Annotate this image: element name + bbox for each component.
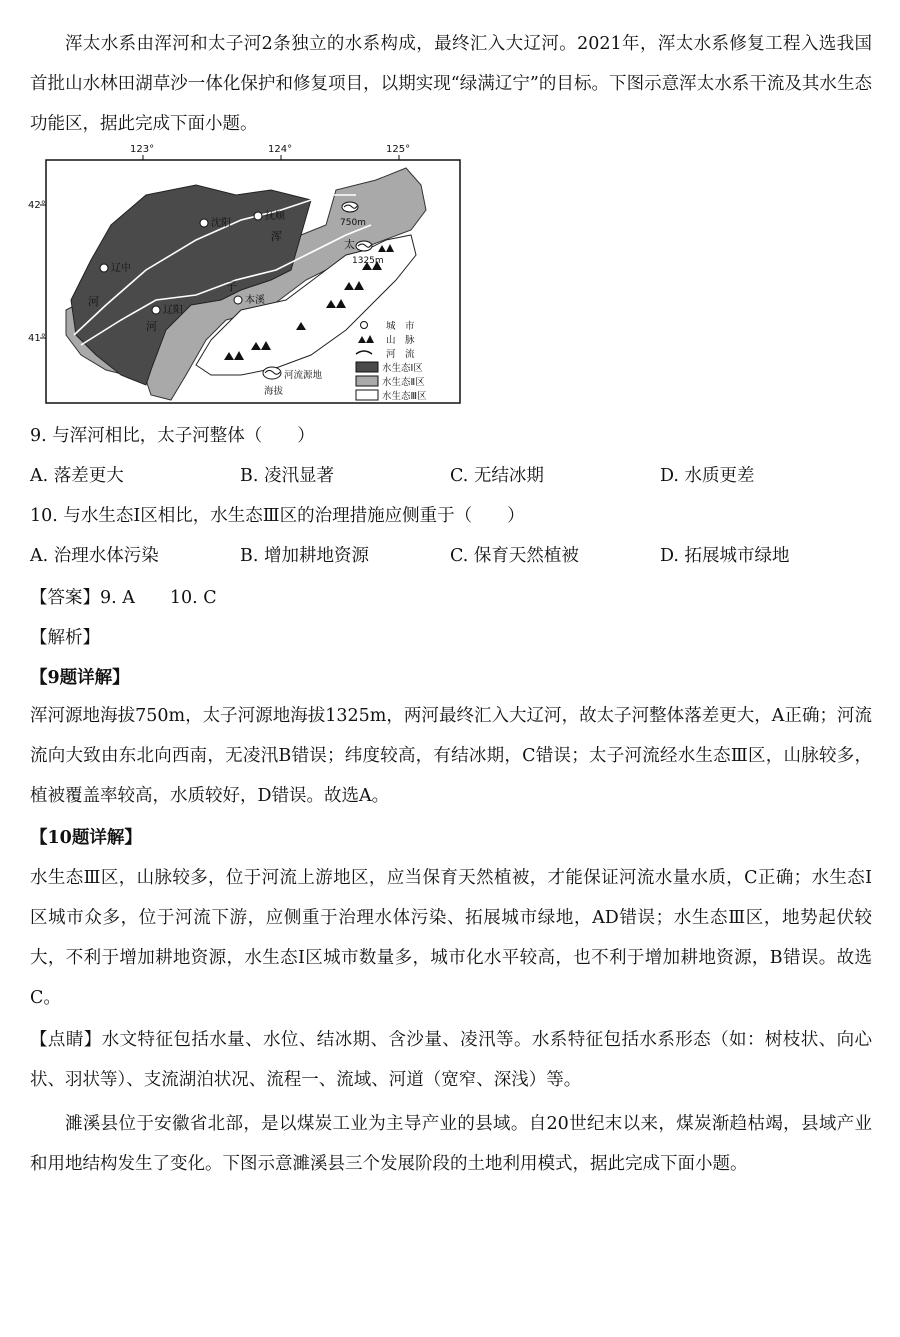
question-9-stem: 9. 与浑河相比，太子河整体（ ） xyxy=(30,426,315,446)
legend-source: 河流源地 xyxy=(284,370,323,381)
legend-zone-3: 水生态Ⅲ区 xyxy=(382,391,427,402)
river-label-hun: 浑 xyxy=(271,230,282,243)
intro-paragraph-1: 浑太水系由浑河和太子河2条独立的水系构成，最终汇入大辽河。2021年，浑太水系修复工程入选我国首批山水林田湖草沙一体化保护和修复项目，以期实现“绿满辽宁”的目标。下图示意浑太水系干流及其水生态功能区，据此完成下面小题。 xyxy=(30,34,872,134)
intro-paragraph-2: 濉溪县位于安徽省北部，是以煤炭工业为主导产业的县域。自20世纪末以来，煤炭渐趋枯竭，县域产业和用地结构发生了变化。下图示意濉溪县三个发展阶段的土地利用模式，据此完成下面小题。 xyxy=(30,1114,872,1174)
river-label-zi: 子 xyxy=(226,280,237,293)
city-liaoyang xyxy=(152,304,183,316)
lat-label-42: 42° xyxy=(28,200,46,211)
q10-option-a[interactable]: A. 治理水体污染 xyxy=(30,546,159,566)
lon-label-124: 124° xyxy=(268,144,293,155)
lon-label-125: 125° xyxy=(386,144,411,155)
legend-river: 河 流 xyxy=(386,349,415,360)
svg-text:本溪: 本溪 xyxy=(245,295,265,306)
lat-label-41: 41° xyxy=(28,333,46,344)
q9-option-c[interactable]: C. 无结冰期 xyxy=(450,466,544,486)
q9-option-b[interactable]: B. 凌汛显著 xyxy=(240,466,334,486)
legend-zone-2: 水生态Ⅱ区 xyxy=(382,377,425,388)
map-figure xyxy=(26,140,466,408)
legend-mountain: 山 脉 xyxy=(386,335,415,346)
q9-option-d[interactable]: D. 水质更差 xyxy=(660,466,755,486)
river-label-tai: 太 xyxy=(344,238,355,251)
detail-9-heading: 【9题详解】 xyxy=(30,668,130,688)
river-label-he-1: 河 xyxy=(146,320,157,333)
legend-city: 城 市 xyxy=(386,321,415,332)
svg-text:抚顺: 抚顺 xyxy=(265,211,285,222)
svg-text:1325m: 1325m xyxy=(352,256,384,266)
analysis-heading: 【解析】 xyxy=(30,628,100,648)
tip-paragraph: 【点睛】水文特征包括水量、水位、结冰期、含沙量、凌汛等。水系特征包括水系形态（如：树枝状、向心状、羽状等）、支流湖泊状况、流程一、流域、河道（宽窄、深浅）等。 xyxy=(30,1030,872,1090)
detail-10-text: 水生态Ⅲ区，山脉较多，位于河流上游地区，应当保育天然植被，才能保证河流水量水质，C正确；水生态Ⅰ区城市众多，位于河流下游，应侧重于治理水体污染、拓展城市绿地，AD错误；水生态Ⅲ区，地势起伏较大，不利于增加耕地资源，水生态Ⅰ区城市数量多，城市化水平较高，也不利于增加耕地资源，B错误。故选C。 xyxy=(30,868,872,1008)
river-label-he-2: 河 xyxy=(88,295,99,308)
question-10-stem: 10. 与水生态Ⅰ区相比，水生态Ⅲ区的治理措施应侧重于（ ） xyxy=(30,506,525,526)
svg-text:沈阳: 沈阳 xyxy=(211,218,231,229)
river-system-map xyxy=(26,140,466,408)
q10-option-d[interactable]: D. 拓展城市绿地 xyxy=(660,546,790,566)
q9-option-a[interactable]: A. 落差更大 xyxy=(30,466,124,486)
legend-zone-1: 水生态Ⅰ区 xyxy=(382,363,423,374)
svg-text:750m: 750m xyxy=(340,218,366,228)
svg-text:辽阳: 辽阳 xyxy=(163,305,183,316)
q10-option-b[interactable]: B. 增加耕地资源 xyxy=(240,546,369,566)
detail-10-heading: 【10题详解】 xyxy=(30,828,142,848)
legend-elevation: 海拔 xyxy=(264,386,284,397)
q10-option-c[interactable]: C. 保育天然植被 xyxy=(450,546,579,566)
detail-9-text: 浑河源地海拔750m，太子河源地海拔1325m，两河最终汇入大辽河，故太子河整体落差更大，A正确；河流流向大致由东北向西南，无凌汛B错误；纬度较高，有结冰期，C错误；太子河流经水生态Ⅲ区，山脉较多，植被覆盖率较高，水质较好，D错误。故选A。 xyxy=(30,706,872,806)
lon-label-123: 123° xyxy=(130,144,155,155)
answer-line: 【答案】9. A 10. C xyxy=(30,588,217,608)
svg-text:辽中: 辽中 xyxy=(111,263,131,274)
